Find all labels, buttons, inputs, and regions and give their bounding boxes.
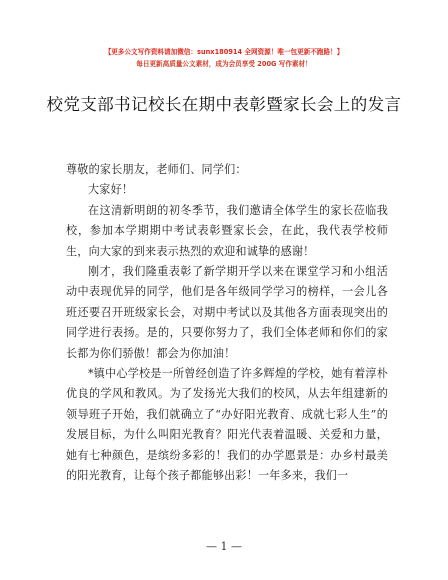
greeting-paragraph: 大家好！ (88, 183, 134, 197)
page-number: — 1 — (206, 540, 242, 553)
promo-banner-line-2: 每日更新高质量公文素材，成为会员享受 200G 写作素材！ (136, 60, 312, 68)
body-paragraph: 在这清新明朗的初冬季节，我们邀请全体学生的家长莅临我校，参加本学期期中考试表彰暨家长会，在此，我代表学校师生，向大家的到来表示热烈的欢迎和诚挚的感谢！ (66, 203, 388, 258)
promo-banner (0, 46, 448, 70)
salutation-paragraph: 尊敬的家长朋友，老师们、同学们： (66, 163, 247, 176)
promo-banner-line-1: 【更多公文写作资料请加微信：sunx180914 全网资源！唯一包更新不跑路！】 (104, 48, 344, 56)
body-paragraph: *镇中心学校是一所曾经创造了许多辉煌的学校，她有着淳朴优良的学风和教风。为了发扬光大我们的校风，从去年组建新的领导班子开始，我们就确立了“办好阳光教育、成就七彩人生”的发展目标，为什么叫阳光教育？阳光代表着温暖、关爱和力量，她有七种颜色，是缤纷多彩的！我们的办学愿景是：办乡村最美的阳光教育，让每个孩子都能够出彩！一年多来，我们一 (66, 367, 388, 483)
document-body (66, 160, 388, 487)
document-title: 校党支部书记校长在期中表彰暨家长会上的发言 (46, 95, 402, 114)
body-paragraph: 刚才，我们隆重表彰了新学期开学以来在课堂学习和小组活动中表现优异的同学，他们是各年级同学学习的榜样，一会儿各班还要召开班级家长会，对期中考试以及其他各方面表现突出的同学进行表扬。是的，只要你努力了，我们全体老师和你们的家长都为你们骄傲！都会为你加油！ (66, 265, 388, 360)
